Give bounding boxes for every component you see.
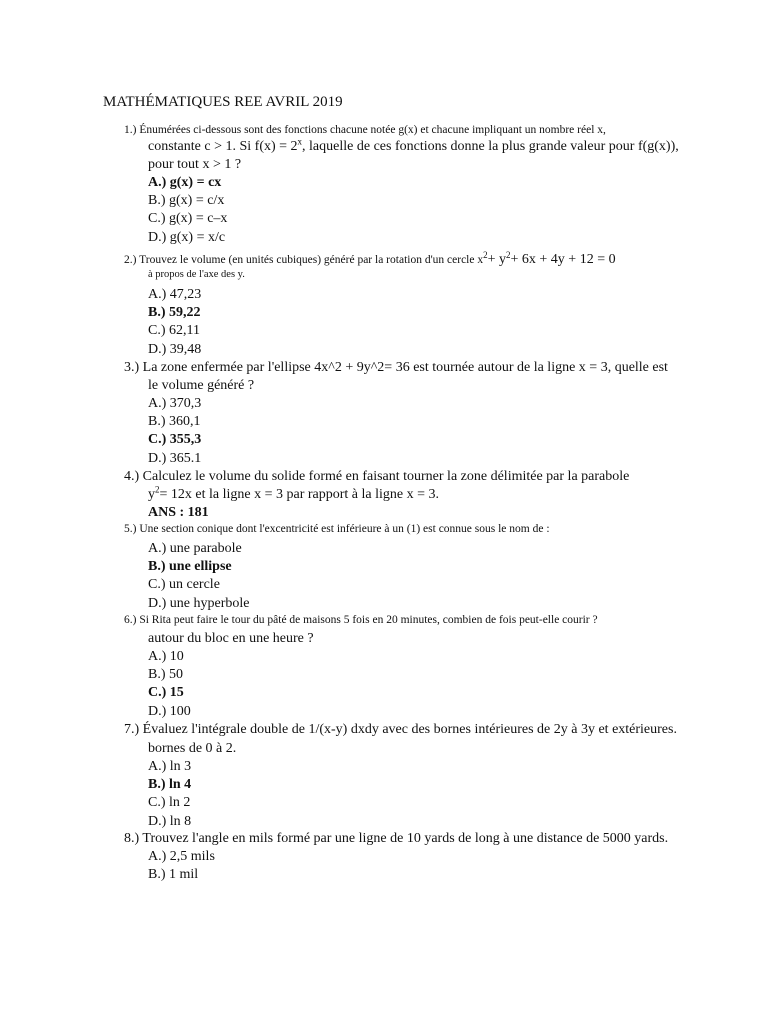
option-b: B.) 50 (148, 667, 183, 683)
question-8-stem: 8.) Trouvez l'angle en mils formé par une ligne de 10 yards de long à une distance de 5000 yards. (124, 831, 669, 846)
option-a: A.) ln 3 (148, 759, 192, 774)
option-a: A.) une parabole (148, 541, 242, 556)
question-3 (124, 359, 756, 468)
option-c: C.) ln 2 (148, 795, 191, 811)
option-c: C.) 62,11 (148, 323, 200, 339)
option-b: B.) une ellipse (148, 559, 232, 575)
question-1-stem-cont: constante c > 1. Si $f(x) = 2^x$, laquelle de ces fonctions donne la plus grande valeur pour f(g(x)), (148, 136, 679, 154)
option-d: D.) 100 (148, 703, 191, 719)
option-d: D.) g(x) = x/c (148, 229, 226, 245)
question-8 (124, 830, 756, 884)
question-7-options (124, 758, 756, 831)
option-b: B.) 1 mil (148, 867, 199, 883)
option-c: C.) g(x) = c–x (148, 211, 228, 227)
option-d: D.) ln 8 (148, 813, 192, 829)
question-6-stem-cont: autour du bloc en une heure ? (148, 631, 314, 646)
question-2-stem: 2.) Trouvez le volume (en unités cubiques) généré par la rotation d'un cercle $x^2+ y^2+ 6x + 4y + 12 = 0$ (124, 250, 616, 267)
question-2-options (124, 286, 756, 359)
question-8-options (124, 848, 756, 884)
option-c: C.) 355,3 (148, 432, 202, 448)
question-6-options (124, 648, 756, 721)
option-c: C.) 15 (148, 685, 184, 701)
question-1-stem: 1.) Énumérées ci-dessous sont des fonctions chacune notée g(x) et chacune impliquant un nombre réel x, (124, 124, 606, 136)
option-a: A.) 47,23 (148, 287, 202, 302)
option-b: B.) 59,22 (148, 305, 201, 321)
option-b: B.) ln 4 (148, 777, 192, 793)
question-5-options (124, 540, 756, 613)
question-4-stem: 4.) Calculez le volume du solide formé en faisant tourner la zone délimitée par la parabole (124, 469, 630, 484)
option-d: D.) 39,48 (148, 341, 202, 357)
question-3-stem: 3.) La zone enfermée par l'ellipse 4x^2 + 9y^2= 36 est tournée autour de la ligne x = 3, quelle est (124, 360, 668, 375)
question-4-answer: ANS : 181 (148, 505, 209, 520)
question-7-stem-cont: bornes de 0 à 2. (148, 741, 237, 756)
option-d: D.) une hyperbole (148, 595, 250, 611)
question-2 (124, 252, 756, 359)
option-c: C.) un cercle (148, 577, 220, 593)
question-6-stem: 6.) Si Rita peut faire le tour du pâté de maisons 5 fois en 20 minutes, combien de fois peut-elle courir ? (124, 614, 598, 626)
option-b: B.) 360,1 (148, 414, 201, 430)
question-2-stem-sub: à propos de l'axe des y. (148, 269, 245, 280)
question-5-stem: 5.) Une section conique dont l'excentricité est inférieure à un (1) est connue sous le nom de : (124, 523, 550, 535)
question-3-options (124, 395, 756, 468)
question-1 (124, 123, 756, 247)
option-d: D.) 365.1 (148, 450, 202, 466)
option-a: A.) 10 (148, 649, 184, 664)
question-7 (124, 721, 756, 831)
option-a: A.) 2,5 mils (148, 849, 215, 864)
question-4-stem-cont: $y^2= 12x$ et la ligne x = 3 par rapport à la ligne x = 3. (148, 484, 440, 502)
option-b: B.) g(x) = c/x (148, 193, 225, 209)
option-a: A.) g(x) = cx (148, 175, 222, 190)
document-title: MATHÉMATIQUES REE AVRIL 2019 (103, 94, 343, 110)
question-1-stem-cont2: pour tout x > 1 ? (148, 157, 242, 172)
question-7-stem: 7.) Évaluez l'intégrale double de 1/(x-y) dxdy avec des bornes intérieures de 2y à 3y et extérieures. (124, 722, 677, 737)
question-5 (124, 522, 756, 613)
question-1-options (124, 174, 756, 247)
option-a: A.) 370,3 (148, 396, 202, 411)
question-3-stem-cont: le volume généré ? (148, 378, 255, 393)
question-6 (124, 613, 756, 721)
question-4 (124, 468, 756, 522)
